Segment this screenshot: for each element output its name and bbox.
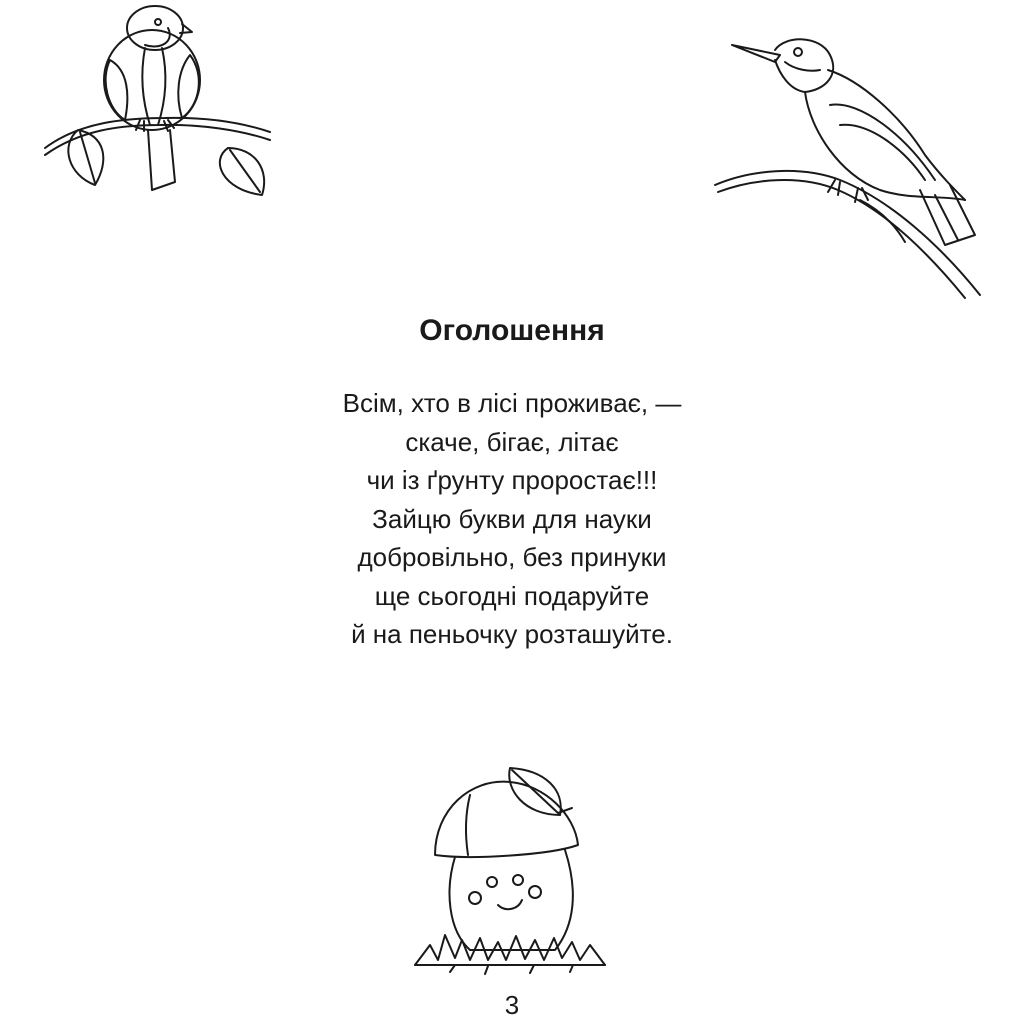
mushroom-character-icon [410,760,620,985]
page-title: Оголошення [419,314,605,347]
poem [0,384,1024,654]
page-number: 3 [504,990,520,1020]
poem-line: чи із ґрунту проростає!!! [366,465,658,495]
starling-on-branch-icon [710,30,990,300]
poem-line: добровільно, без принуки [357,542,667,572]
poem-line: Всім, хто в лісі проживає, — [342,388,682,418]
poem-line: ще сьогодні подаруйте [374,580,650,611]
poem-line: й на пеньочку розташуйте. [351,619,673,649]
poem-line: скаче, бігає, літає [405,426,619,457]
bird-on-branch-icon [40,0,280,200]
poem-line: Зайцю букви для науки [372,503,652,534]
